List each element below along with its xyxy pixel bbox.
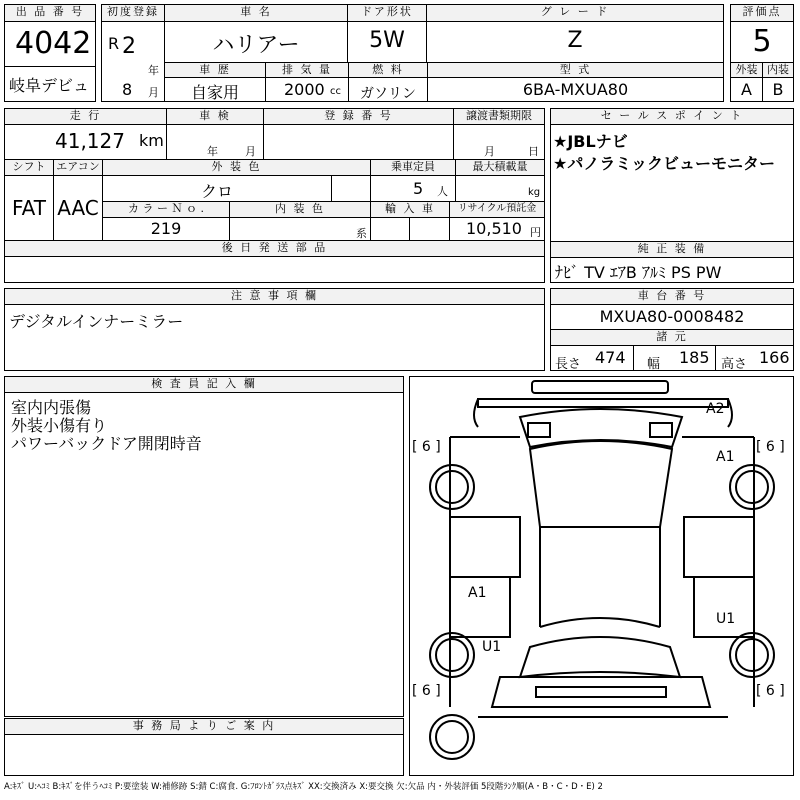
fuel-cell	[348, 77, 428, 102]
sales-point-item: ★パノラミックビューモニター	[553, 154, 776, 173]
color-no: 219	[150, 219, 182, 238]
score-header: 評価点	[730, 4, 794, 22]
reg-year-cell	[101, 21, 165, 102]
reg-month: 8	[122, 80, 133, 99]
car-name-cell	[164, 21, 348, 63]
sales-point-item: ★JBLナビ	[553, 132, 628, 151]
grade-header: グ レ ー ド	[426, 4, 724, 22]
car-name-header: 車 名	[164, 4, 348, 22]
inspector-cell	[4, 392, 404, 717]
reg-year-unit: 年	[148, 64, 159, 77]
exterior-grade: A	[741, 80, 752, 99]
debut-cell	[4, 66, 96, 102]
history: 自家用	[190, 83, 239, 102]
damage-mark-a1-front: A1	[716, 449, 735, 465]
transfer-month-unit: 月	[484, 145, 495, 158]
import-header: 輸 入 車	[370, 201, 450, 218]
office-header: 事 務 局 よ り ご 案 内	[4, 718, 404, 735]
import-cell	[370, 217, 450, 241]
inspection-header: 車 検	[166, 108, 264, 125]
shift-header: シフト	[4, 159, 54, 176]
sales-points-header: セ ー ル ス ポ イ ン ト	[550, 108, 794, 125]
mileage-cell	[4, 124, 167, 160]
exterior-grade-cell	[730, 77, 763, 102]
shift-cell	[4, 175, 54, 241]
score-cell	[730, 21, 794, 63]
chassis-cell	[550, 304, 794, 330]
inspector-line: パワーバックドア開閉時音	[11, 434, 202, 453]
later-parts-header: 後 日 発 送 部 品	[4, 240, 545, 257]
notes-text: デジタルインナーミラー	[9, 312, 184, 331]
int-color-header: 内 装 色	[229, 201, 371, 218]
interior-grade-cell	[762, 77, 794, 102]
sales-points-cell	[550, 124, 794, 242]
score: 5	[752, 24, 772, 59]
shift: FAT	[11, 196, 46, 220]
transfer-cell	[453, 124, 545, 160]
chassis-number: MXUA80-0008482	[599, 307, 745, 326]
recycle-cell	[449, 217, 545, 241]
reg-number-cell	[263, 124, 454, 160]
aircon: AAC	[57, 196, 99, 220]
later-parts-cell	[4, 256, 545, 283]
reg-month-unit: 月	[148, 86, 159, 99]
lot-number-cell	[4, 21, 96, 67]
history-cell	[164, 77, 266, 102]
damage-mark-a1-side: A1	[468, 585, 487, 601]
transfer-header: 譲渡書類期限	[453, 108, 545, 125]
ext-color-cell	[102, 175, 371, 202]
history-header: 車 歴	[164, 62, 266, 78]
equipment-cell	[550, 257, 794, 283]
displacement-cell	[265, 77, 349, 102]
dims-cell	[550, 345, 794, 371]
interior-grade: B	[772, 80, 784, 99]
fuel: ガソリン	[360, 86, 416, 102]
exterior-grade-header: 外装	[730, 62, 763, 78]
ext-color: クロ	[200, 182, 233, 201]
height-label: 高さ	[721, 357, 748, 372]
max-load-header: 最大積載量	[455, 159, 545, 176]
car-name: ハリアー	[212, 33, 300, 58]
equipment-header: 純 正 装 備	[550, 241, 794, 258]
damage-mark-a2: A2	[706, 401, 725, 417]
tire-depth-fl: [ 6 ]	[412, 439, 441, 455]
ext-color-header: 外 装 色	[102, 159, 371, 176]
reg-year-header: 初度登録	[101, 4, 165, 22]
length-value: 474	[595, 348, 626, 367]
grade: Z	[567, 28, 583, 53]
legend: A:ｷｽﾞ U:ﾍｺﾐ B:ｷｽﾞを伴うﾍｺﾐ P:要塗装 W:補修跡 S:錆 C:腐食. G:ﾌﾛﾝﾄｶﾞﾗｽ点ｷｽﾞ XX:交換済み X:要交換 欠:欠品 内・外装評価 5段階ﾗﾝｸ順(A・B・C・D・E) 2	[4, 782, 603, 792]
reg-year: 2	[122, 34, 136, 59]
inspector-line: 室内内張傷	[11, 398, 92, 417]
capacity: 5	[413, 179, 424, 198]
equipment: ﾅﾋﾞ TV ｴｱB ｱﾙﾐ PS PW	[555, 263, 722, 282]
grade-cell	[426, 21, 724, 63]
int-color-unit: 系	[356, 227, 367, 240]
recycle-fee: 10,510	[466, 219, 522, 238]
notes-header: 注 意 事 項 欄	[4, 288, 545, 305]
inspection-month-unit: 月	[245, 145, 256, 158]
chassis-header: 車 台 番 号	[550, 288, 794, 305]
model-header: 型 式	[427, 62, 724, 78]
capacity-header: 乗車定員	[370, 159, 456, 176]
inspection-cell	[166, 124, 264, 160]
interior-grade-header: 内装	[762, 62, 794, 78]
color-no-cell	[102, 217, 230, 241]
notes-cell	[4, 304, 545, 371]
color-no-header: カ ラ ー Ｎ ｏ .	[102, 201, 230, 218]
displacement: 2000	[284, 80, 325, 99]
max-load-unit: kg	[528, 187, 541, 198]
model-cell	[427, 77, 724, 102]
max-load-cell	[455, 175, 545, 202]
recycle-header: リサイクル預託金	[449, 201, 545, 218]
damage-diagram	[409, 376, 794, 776]
aircon-header: エアコン	[53, 159, 103, 176]
width-value: 185	[679, 348, 710, 367]
door-header: ドア形状	[347, 4, 427, 22]
tire-depth-rl: [ 6 ]	[412, 683, 441, 699]
aircon-cell	[53, 175, 103, 241]
inspector-line: 外装小傷有り	[11, 416, 108, 435]
mileage: 41,127	[55, 129, 125, 153]
tire-depth-fr: [ 6 ]	[756, 439, 785, 455]
damage-mark-u1-left: U1	[482, 639, 502, 655]
lot-number: 4042	[15, 26, 92, 61]
inspection-year-unit: 年	[207, 145, 218, 158]
reg-era: R	[108, 34, 120, 53]
dims-header: 諸 元	[550, 329, 794, 346]
fuel-header: 燃 料	[348, 62, 428, 78]
mileage-header: 走 行	[4, 108, 167, 125]
displacement-header: 排 気 量	[265, 62, 349, 78]
inspector-header: 検 査 員 記 入 欄	[4, 376, 404, 393]
width-label: 幅	[647, 357, 661, 372]
capacity-cell	[370, 175, 456, 202]
model-code: 6BA-MXUA80	[522, 80, 629, 99]
lot-header: 出 品 番 号	[4, 4, 96, 22]
height-value: 166	[759, 348, 790, 367]
car-outline-svg	[410, 377, 793, 775]
tire-depth-rr: [ 6 ]	[756, 683, 785, 699]
length-label: 長さ	[555, 357, 582, 372]
capacity-unit: 人	[437, 185, 448, 198]
displacement-unit: cc	[330, 86, 341, 97]
office-cell	[4, 734, 404, 776]
reg-number-header: 登 録 番 号	[263, 108, 454, 125]
int-color-cell	[229, 217, 371, 241]
debut-label: 岐阜デビュ	[9, 76, 90, 95]
mileage-unit: km	[139, 131, 164, 150]
transfer-day-unit: 日	[528, 145, 539, 158]
recycle-unit: 円	[530, 226, 541, 239]
door-type: 5W	[369, 28, 405, 53]
door-cell	[347, 21, 427, 63]
damage-mark-u1-right: U1	[716, 611, 736, 627]
